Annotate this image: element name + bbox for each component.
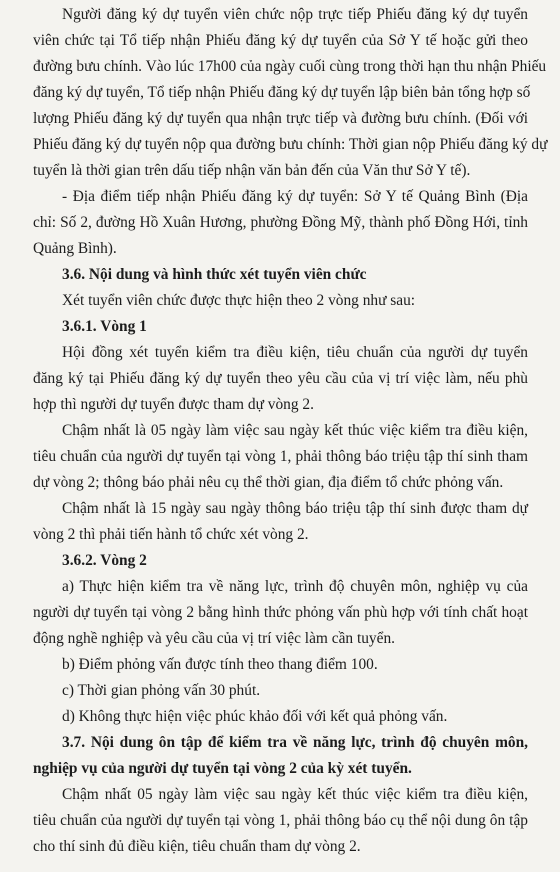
paragraph-line: Xét tuyển viên chức được thực hiện theo 2 vòng như sau: [62,292,416,309]
section-heading: 3.6. Nội dung và hình thức xét tuyển viên chức [62,266,367,283]
paragraph-line: tuyển là thời gian trên dấu tiếp nhận văn bản đến của Văn thư Sở Y tế). [33,162,471,179]
section-heading-line: nghiệp vụ của người dự tuyển tại vòng 2 của kỳ xét tuyển. [33,760,412,777]
subsection-heading: 3.6.2. Vòng 2 [62,552,147,569]
paragraph-line: Phiếu đăng ký dự tuyển nộp qua đường bưu chính: Thời gian nộp Phiếu đăng ký dự [33,136,548,153]
paragraph-line: hợp thì người dự tuyển được tham dự vòng 2. [33,396,314,413]
paragraph-line: Chậm nhất là 05 ngày làm việc sau ngày kết thúc việc kiểm tra điều kiện, [62,422,528,439]
paragraph-line: viên chức tại Tổ tiếp nhận Phiếu đăng ký dự tuyển của Sở Y tế hoặc gửi theo [33,32,528,49]
paragraph-line: lượng Phiếu đăng ký dự tuyển qua nhận trực tiếp và đường bưu chính. (Đối với [33,110,528,127]
subsection-heading: 3.6.1. Vòng 1 [62,318,147,335]
paragraph-line: dự vòng 2; thông báo phải nêu cụ thể thời gian, địa điểm tổ chức phỏng vấn. [33,474,504,491]
paragraph-line: - Địa điểm tiếp nhận Phiếu đăng ký dự tuyển: Sở Y tế Quảng Bình (Địa [62,188,528,205]
paragraph-line: Người đăng ký dự tuyển viên chức nộp trực tiếp Phiếu đăng ký dự tuyển [62,6,528,23]
paragraph-line: Quảng Bình). [33,240,117,257]
paragraph-line: a) Thực hiện kiểm tra về năng lực, trình độ chuyên môn, nghiệp vụ của [62,578,528,595]
paragraph-line: đăng ký tại Phiếu đăng ký dự tuyển theo yêu cầu của vị trí việc làm, nếu phù [33,370,528,387]
list-item: c) Thời gian phỏng vấn 30 phút. [62,682,261,699]
list-item: d) Không thực hiện việc phúc khảo đối với kết quả phỏng vấn. [62,708,448,725]
paragraph-line: tiêu chuẩn của người dự tuyển tại vòng 1, phải thông báo triệu tập thí sinh tham [33,448,528,465]
list-item: b) Điểm phỏng vấn được tính theo thang điểm 100. [62,656,378,673]
paragraph-line: Chậm nhất là 15 ngày sau ngày thông báo triệu tập thí sinh được tham dự [62,500,528,517]
paragraph-line: người dự tuyển tại vòng 2 bằng hình thức phỏng vấn phù hợp với tính chất hoạt [33,604,528,621]
paragraph-line: vòng 2 thì phải tiến hành tổ chức xét vòng 2. [33,526,309,543]
paragraph-line: Hội đồng xét tuyển kiểm tra điều kiện, tiêu chuẩn của người dự tuyển [62,344,528,361]
paragraph-line: đường bưu chính. Vào lúc 17h00 của ngày cuối cùng trong thời hạn thu nhận Phiếu [33,58,547,75]
paragraph-line: cho thí sinh đủ điều kiện, tiêu chuẩn tham dự vòng 2. [33,838,361,855]
paragraph-line: động nghề nghiệp và yêu cầu của vị trí việc làm cần tuyển. [33,630,395,647]
paragraph-line: Chậm nhất 05 ngày làm việc sau ngày kết thúc việc kiểm tra điều kiện, [62,786,528,803]
paragraph-line: tiêu chuẩn của người dự tuyển tại vòng 1, phải thông báo cụ thể nội dung ôn tập [33,812,528,829]
section-heading-line: 3.7. Nội dung ôn tập để kiểm tra về năng lực, trình độ chuyên môn, [62,734,528,751]
paragraph-line: chỉ: Số 2, đường Hồ Xuân Hương, phường Đồng Mỹ, thành phố Đồng Hới, tỉnh [33,214,528,231]
paragraph-line: đăng ký dự tuyển, Tổ tiếp nhận Phiếu đăng ký dự tuyển lập biên bản tổng hợp số [33,84,531,101]
